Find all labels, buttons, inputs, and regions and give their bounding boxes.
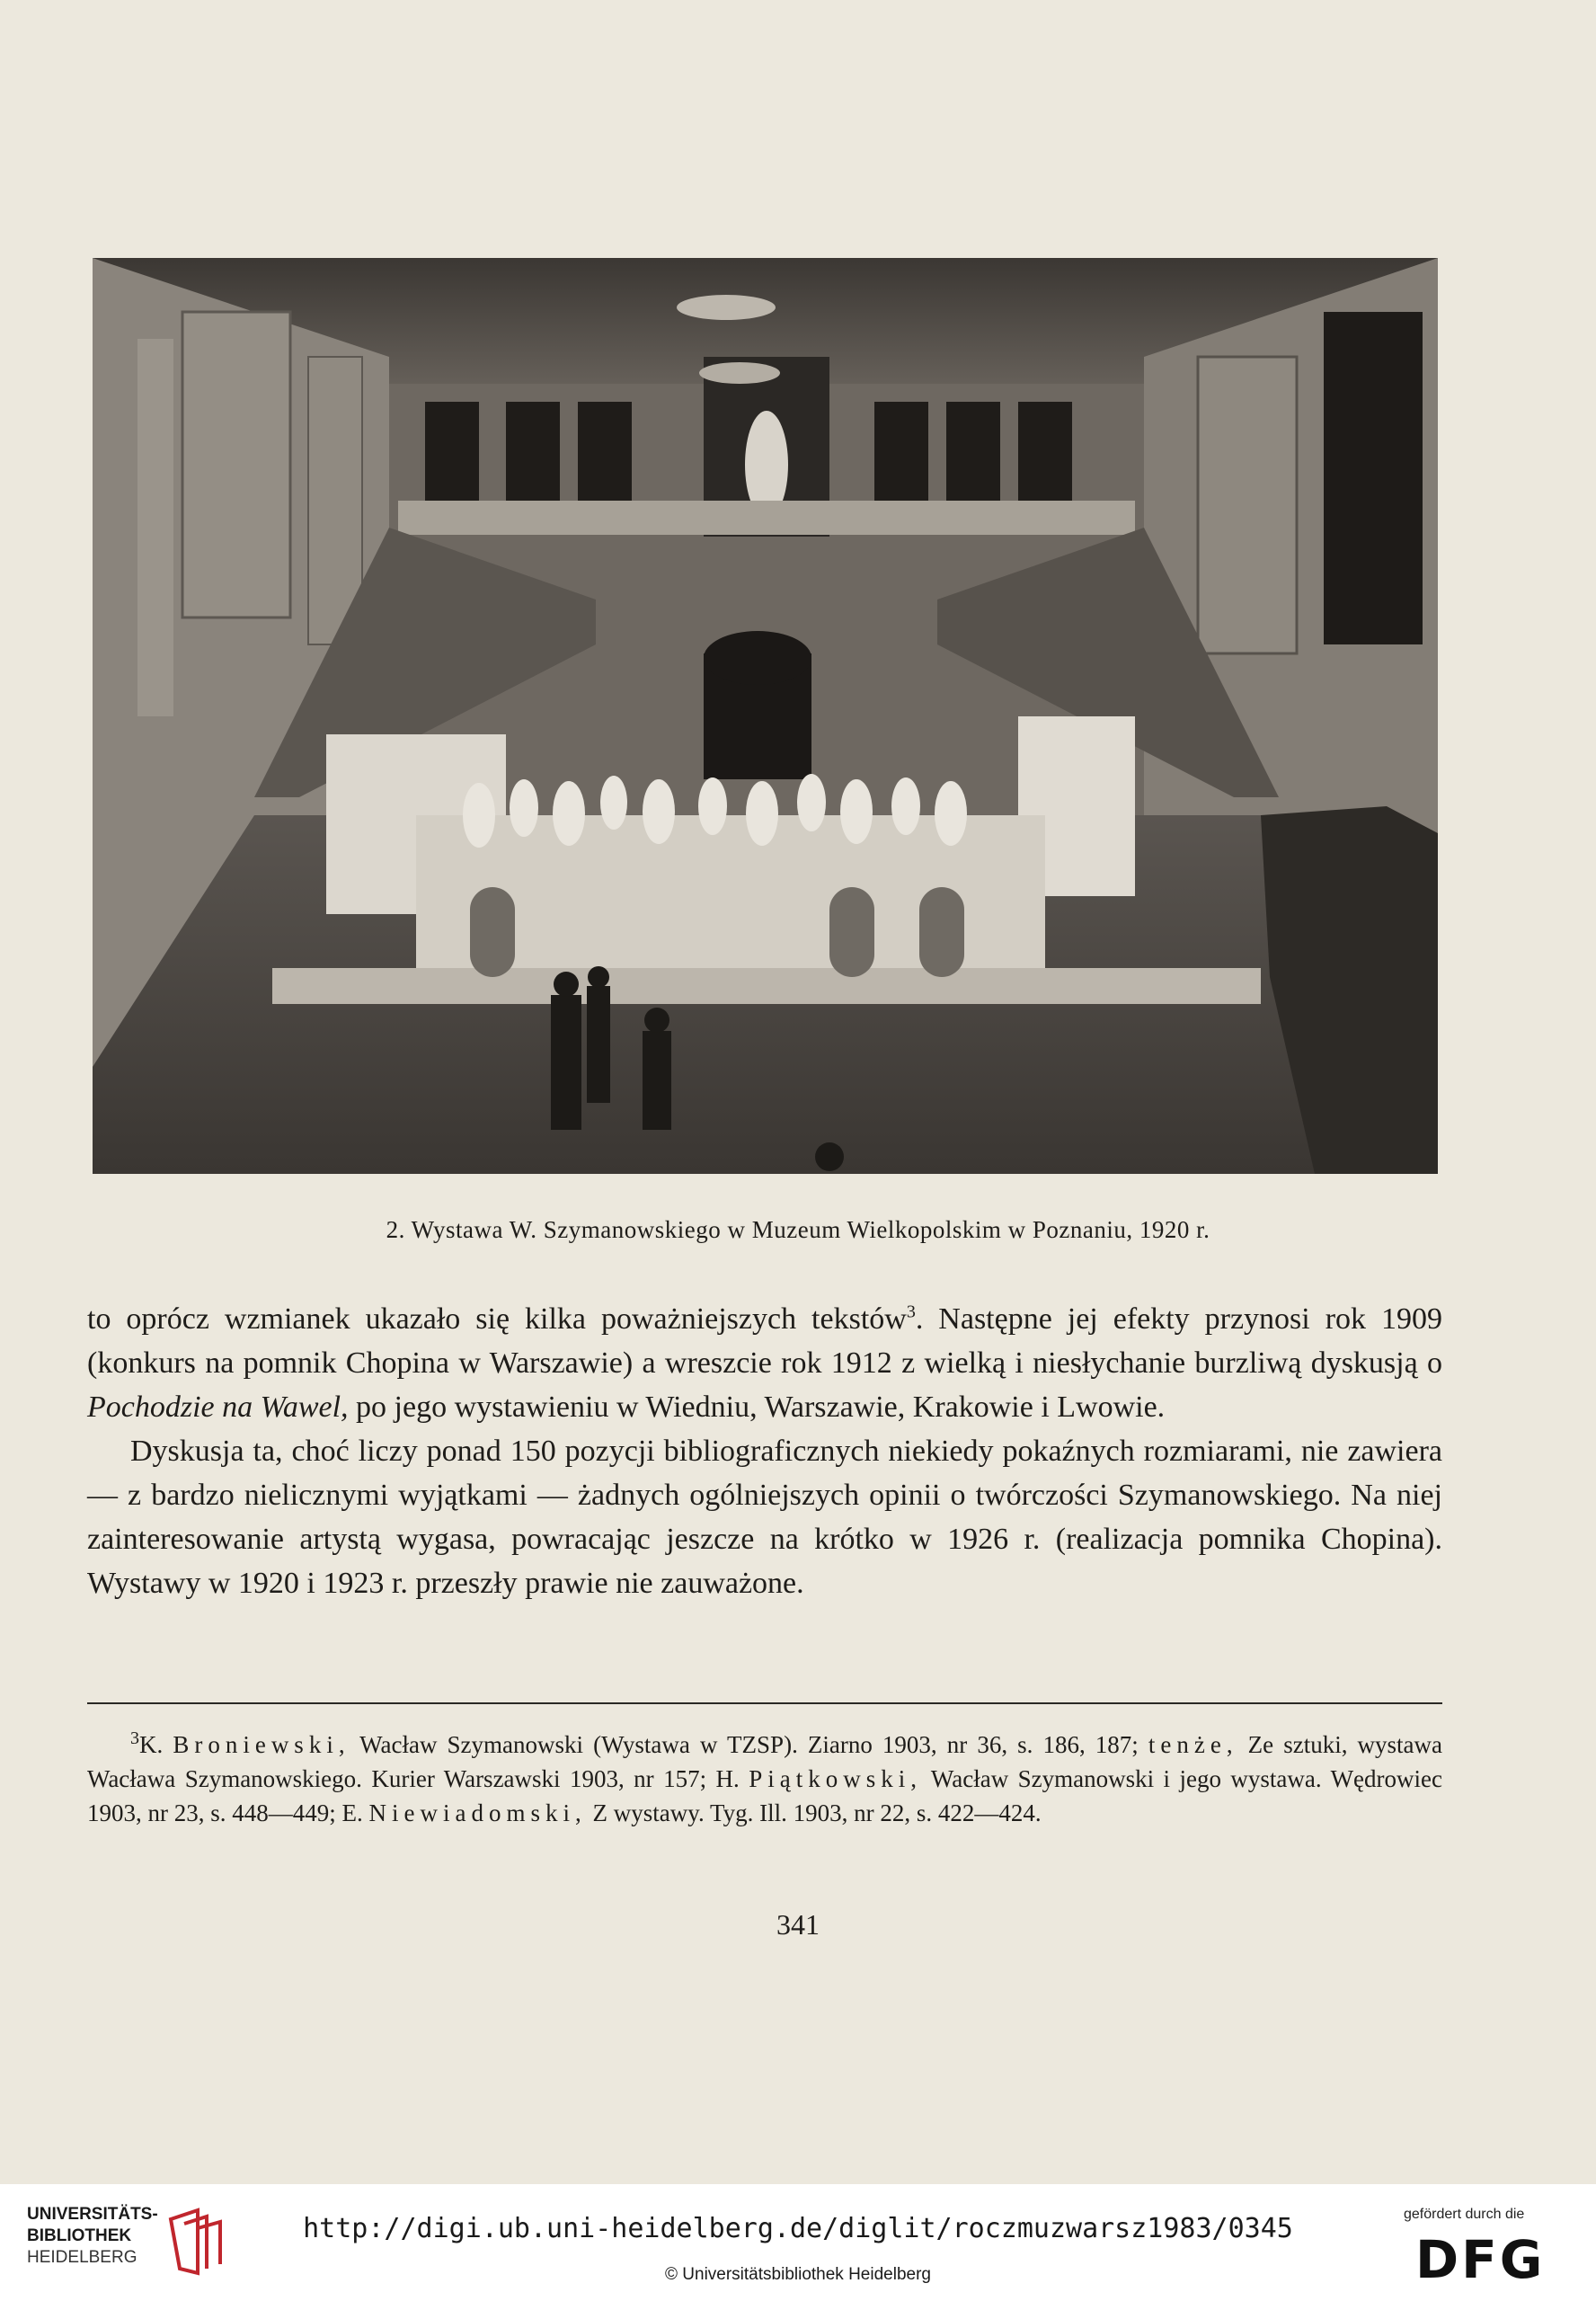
footnote-segment-3: Wacław Szymanowski i jego wystawa. Wędrowiec 1903, nr 23, s. 448—449; E. [87, 1765, 1442, 1826]
source-url-link[interactable]: http://digi.ub.uni-heidelberg.de/diglit/roczmuzwarsz1983/0345 [303, 2213, 1293, 2244]
author-broniewski: Broniewski, [173, 1731, 350, 1758]
page-number: 341 [776, 1908, 820, 1941]
author-piatkowski: Piątkowski, [749, 1765, 922, 1792]
funding-label: gefördert durch die [1404, 2207, 1525, 2222]
paragraph-1-text-b: . Następne jej efekty przynosi rok 1909 (konkurs na pomnik Chopina w Warszawie) a wreszcie rok 1912 z wielką i niesłychanie burzliwą dyskusją o [87, 1302, 1442, 1380]
footnote-segment-1: Wacław Szymanowski (Wystawa w TZSP). Ziarno 1903, nr 36, s. 186, 187; [350, 1731, 1148, 1758]
footnote-number: 3 [130, 1728, 139, 1748]
footnote-segment-2: Ze sztuki, wystawa Wacława Szymanowskiego. Kurier Warszawski 1903, nr 157; H. [87, 1731, 1442, 1792]
library-name-line-2: BIBLIOTHEK [27, 2226, 132, 2245]
footnote-separator [87, 1702, 1442, 1704]
library-name-line-1: UNIVERSITÄTS- [27, 2205, 158, 2224]
exhibition-hall-photograph [93, 258, 1438, 1174]
footnote-reference: 3 [906, 1302, 916, 1322]
footnote-segment-4: Z wystawy. Tyg. Ill. 1903, nr 22, s. 422—424. [586, 1799, 1042, 1826]
paragraph-2: Dyskusja ta, choć liczy ponad 150 pozycji bibliograficznych niekiedy pokaźnych rozmiarami, nie zawiera — z bardzo nielicznymi wyjątkami — żadnych ogólniejszych opinii o twórczości Szymanowskiego. Na niej zainteresowanie artystą wygasa, powracając jeszcze na krótko w 1926 r. (realizacja pomnika Chopina). Wystawy w 1920 i 1923 r. przeszły prawie nie zauważone. [87, 1435, 1442, 1600]
footnote-text [87, 1728, 1442, 1830]
main-text [87, 1297, 1442, 1605]
paragraph-1 [87, 1297, 1442, 1429]
paragraph-1-text-c: po jego wystawieniu w Wiedniu, Warszawie, Krakowie i Lwowie. [348, 1390, 1166, 1424]
author-niewiadomski: Niewiadomski, [368, 1799, 587, 1826]
library-name-line-3: HEIDELBERG [27, 2248, 137, 2267]
author-tenze: tenże, [1148, 1731, 1238, 1758]
dfg-logo: DFG [1415, 2229, 1546, 2290]
digitization-footer [0, 2184, 1596, 2301]
paragraph-1-text-a: to oprócz wzmianek ukazało się kilka poważniejszych tekstów [87, 1302, 907, 1336]
work-title: Pochodzie na Wawel, [87, 1390, 349, 1424]
figure-caption: 2. Wystawa W. Szymanowskiego w Muzeum Wielkopolskim w Poznaniu, 1920 r. [386, 1216, 1210, 1243]
footnote-initial-1: K. [139, 1731, 173, 1758]
footnote [87, 1728, 1442, 1830]
copyright-notice: © Universitätsbibliothek Heidelberg [665, 2265, 931, 2284]
